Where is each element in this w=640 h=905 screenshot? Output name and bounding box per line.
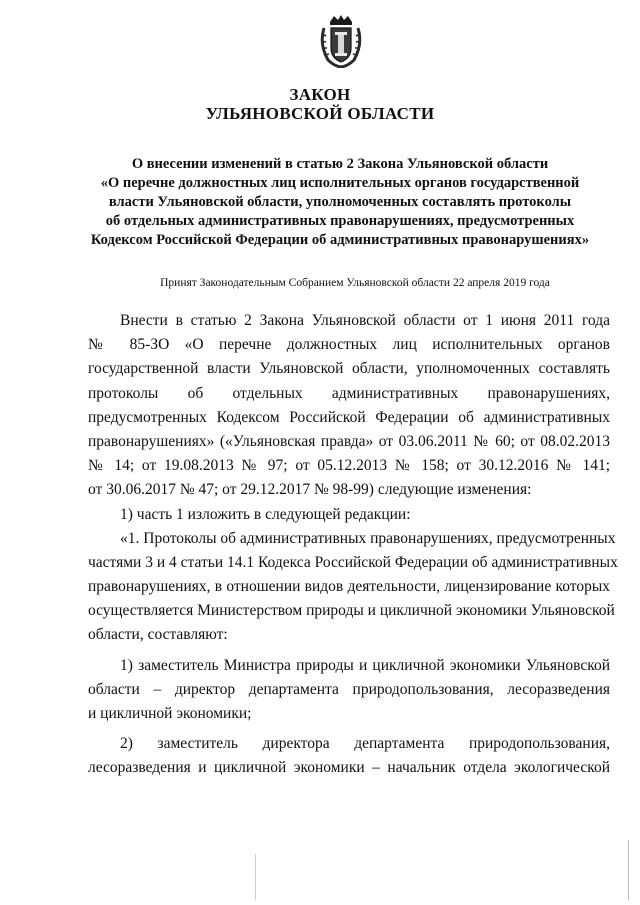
scan-artifact: [628, 840, 629, 900]
law-title: [90, 155, 590, 250]
amendment-item: 1) часть 1 изложить в следующей редакции:: [120, 505, 411, 523]
paragraph-line: Внести в статью 2 Закона Ульяновской области от 1 июня 2011 года: [120, 312, 610, 329]
quote-line: «1. Протоколы об административных правонарушениях, предусмотренных: [120, 529, 616, 547]
subitem-line: лесоразведения и цикличной экономики – начальник отдела экологической: [88, 759, 610, 777]
coat-of-arms-icon: [318, 14, 364, 68]
paragraph-line: предусмотренных Кодексом Российской Федерации об административных: [88, 408, 610, 426]
quote-line: области, составляют:: [88, 626, 228, 644]
scan-artifact: [255, 854, 256, 900]
paragraph-line: № 85-ЗО «О перечне должностных лиц исполнительных органов: [88, 336, 610, 354]
title-line: власти Ульяновской области, уполномоченных составлять протоколы: [108, 194, 572, 210]
title-line: об отдельных административных правонарушениях, предусмотренных: [105, 213, 575, 229]
quote-line: правонарушениях, в отношении видов деятельности, лицензирование которых: [88, 578, 610, 596]
paragraph-line: государственной власти Ульяновской области, уполномоченных составлять: [88, 360, 610, 378]
quote-line: осуществляется Министерством природы и цикличной экономики Ульяновской: [88, 602, 615, 620]
subitem-line: области – директор департамента природопользования, лесоразведения: [88, 680, 610, 698]
paragraph-line: правонарушениях» («Ульяновская правда» от 03.06.2011 № 60; от 08.02.2013: [88, 432, 610, 450]
adoption-note: Принят Законодательным Собранием Ульяновской области 22 апреля 2019 года: [160, 277, 550, 289]
title-line: Кодексом Российской Федерации об административных правонарушениях»: [90, 232, 590, 248]
law-body: [88, 309, 618, 781]
subitem-line: и цикличной экономики;: [88, 705, 252, 722]
paragraph-line: № 14; от 19.08.2013 № 97; от 05.12.2013 № 158; от 30.12.2016 № 141;: [88, 457, 610, 475]
paragraph-line: от 30.06.2017 № 47; от 29.12.2017 № 98-99) следующие изменения:: [88, 481, 532, 499]
subitem-line: 2) заместитель директора департамента природопользования,: [120, 735, 610, 753]
document-region: УЛЬЯНОВСКОЙ ОБЛАСТИ: [205, 104, 435, 123]
paragraph-line: протоколы об отдельных административных правонарушениях,: [88, 384, 610, 402]
quote-line: частями 3 и 4 статьи 14.1 Кодекса Российской Федерации об административных: [88, 553, 618, 571]
title-line: «О перечне должностных лиц исполнительных органов государственной: [100, 175, 580, 191]
title-line: О внесении изменений в статью 2 Закона Ульяновской области: [131, 156, 549, 172]
document-type: ЗАКОН: [289, 85, 351, 104]
subitem-line: 1) заместитель Министра природы и цикличной экономики Ульяновской: [120, 656, 610, 674]
